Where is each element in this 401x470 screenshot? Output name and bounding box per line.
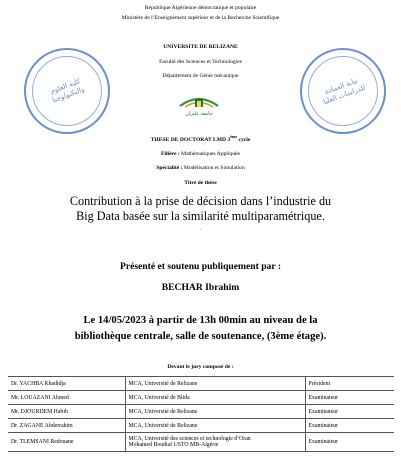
specialite-line xyxy=(0,165,401,171)
jury-member-affiliation-line-1: MCA, Université des sciences et technologie d’Oran xyxy=(128,436,251,442)
jury-member-name: Dr. YACHBA Khadidja xyxy=(8,377,125,391)
jury-member-affiliation: MCA, Université de Relizane xyxy=(125,405,305,419)
title-dot: . xyxy=(199,226,202,232)
thesis-type-text: THESE DE DOCTORAT LMD 3 xyxy=(150,136,231,143)
faculty-stamp-text: كلية العلوم والتكنولوجيا xyxy=(49,77,86,105)
jury-member-affiliation: MCA, Université de Relizane xyxy=(125,419,305,433)
jury-row xyxy=(8,419,394,433)
thesis-title-line-1: Contribution à la prise de décision dans l’industrie du xyxy=(69,194,332,208)
jury-member-role: Examinateur xyxy=(305,419,394,433)
department-name: Département de Génie mécanique xyxy=(162,73,239,79)
university-logo xyxy=(176,90,222,117)
jury-member-affiliation xyxy=(125,433,305,452)
jury-member-role: Examinateur xyxy=(305,433,394,452)
jury-member-role: Examinateur xyxy=(305,391,394,405)
faculty-name: Faculté des Sciences et Technologies xyxy=(159,59,242,65)
jury-table xyxy=(8,376,394,452)
thesis-title-label: Titre de thèse xyxy=(184,180,217,186)
republic-header: République Algérienne démocratique et populaire xyxy=(144,5,257,11)
presented-by: Présenté et soutenu publiquement par : xyxy=(119,261,282,272)
ministry-header: Ministère de l’Enseignement supérieur et de la Recherche Scientifique xyxy=(121,15,280,21)
thesis-title-line-2: Big Data basée sur la similarité multiparamétrique. xyxy=(76,209,325,223)
jury-member-role: Examinateur xyxy=(305,405,394,419)
jury-row xyxy=(8,377,394,391)
jury-member-name: Mr. DJOURDEM Habib xyxy=(8,405,125,419)
university-name: UNIVERSITE DE RELIZANE xyxy=(163,44,238,50)
logo-caption: جامعة غليزان xyxy=(185,111,213,117)
filiere-label: Filière : xyxy=(161,151,180,157)
jury-member-affiliation: MCA, Université de Blida xyxy=(125,391,305,405)
graduate-studies-stamp-text: نيابة العمادة للدراسات العليا xyxy=(322,76,367,107)
thesis-type-suffix: cycle xyxy=(237,136,251,143)
filiere-line xyxy=(0,151,401,157)
jury-row xyxy=(8,433,394,452)
jury-row xyxy=(8,405,394,419)
jury-member-name: Mr. LOUAZANI Ahmed xyxy=(8,391,125,405)
jury-member-affiliation: MCA, Université de Relizane xyxy=(125,377,305,391)
jury-member-name: Dr. ZAGANE Abderrahim xyxy=(8,419,125,433)
defense-date-line-2: bibliothèque centrale, salle de soutenance, (3ème étage). xyxy=(74,331,327,342)
filiere-value: Mathématiques Appliquée xyxy=(179,151,240,157)
jury-member-affiliation-line-2: Mohamed Boudiaf USTO MB-Algérie xyxy=(128,442,219,448)
specialite-label: Spécialité : xyxy=(156,165,183,171)
author-name: BECHAR Ibrahim xyxy=(161,282,240,293)
thesis-type-sup: ème xyxy=(230,134,238,139)
jury-member-role: Président xyxy=(305,377,394,391)
jury-row xyxy=(8,391,394,405)
jury-heading: Devant le jury composé de : xyxy=(167,364,234,370)
specialite-value: Modélisation et Simulation xyxy=(182,165,245,171)
thesis-type xyxy=(0,134,401,143)
defense-date-line-1: Le 14/05/2023 à partir de 13h 00min au niveau de la xyxy=(83,315,318,326)
jury-member-name: Dr. TLEMSANI Redouane xyxy=(8,433,125,452)
